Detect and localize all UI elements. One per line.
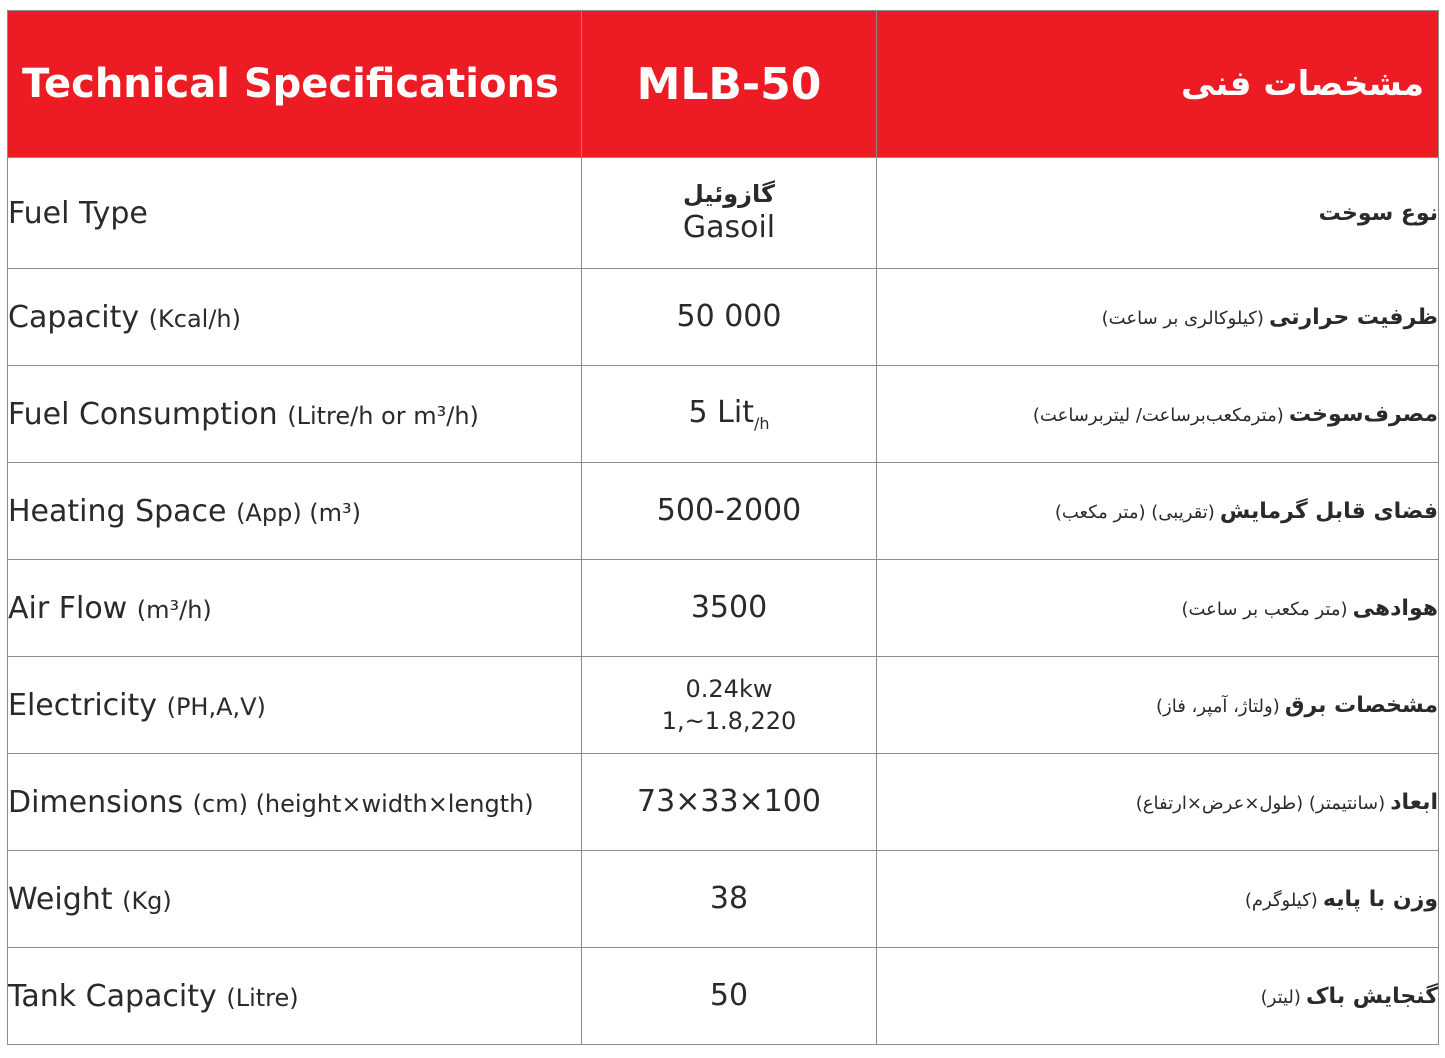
persian-label-cell [877, 754, 1439, 851]
persian-label: ظرفیت حرارتی [1268, 304, 1438, 330]
persian-unit: (متر مکعب بر ساعت) [1181, 598, 1348, 620]
header-title-english: Technical Specifications [8, 11, 582, 158]
table-row-electricity [8, 657, 1439, 754]
english-unit: (Litre/h or m³/h) [287, 401, 479, 430]
persian-label: هوادهی [1352, 595, 1438, 621]
value-text: 500-2000 [656, 493, 802, 529]
english-label: Capacity [8, 299, 140, 335]
persian-label: نوع سوخت [1318, 200, 1438, 226]
value-subscript: /h [753, 414, 770, 433]
value-cell [582, 560, 877, 657]
table-header-row [8, 11, 1439, 158]
persian-label-cell [877, 158, 1439, 269]
value-cell [582, 158, 877, 269]
value-cell [582, 269, 877, 366]
persian-unit: (مترمکعب‌برساعت/ لیتربرساعت) [1032, 404, 1284, 426]
persian-unit: (ولتاژ، آمپر، فاز) [1156, 695, 1280, 717]
value-cell [582, 851, 877, 948]
english-label-cell [8, 754, 582, 851]
persian-label-cell [877, 463, 1439, 560]
english-label-cell [8, 158, 582, 269]
value-line-electrical: 1,~1.8,220 [661, 707, 797, 735]
table-row-heating-space [8, 463, 1439, 560]
persian-unit: (تقریبی) (متر مکعب) [1054, 501, 1215, 523]
persian-label-cell [877, 851, 1439, 948]
english-label: Dimensions [8, 784, 184, 820]
persian-label-cell [877, 657, 1439, 754]
english-unit: (m³/h) [136, 595, 212, 624]
english-label: Air Flow [8, 590, 128, 626]
persian-unit: (سانتیمتر) (طول×عرض×ارتفاع) [1135, 792, 1386, 814]
value-line-power: 0.24kw [685, 674, 773, 703]
english-label: Electricity [8, 687, 158, 723]
table-row-air-flow [8, 560, 1439, 657]
english-unit: (Kg) [122, 886, 172, 915]
table-row-weight [8, 851, 1439, 948]
english-label: Weight [8, 881, 113, 917]
persian-label-cell [877, 560, 1439, 657]
english-unit: (cm) (height×width×length) [192, 789, 534, 818]
persian-label: وزن با پایه [1322, 886, 1438, 912]
value-cell [582, 948, 877, 1045]
english-label-cell [8, 463, 582, 560]
table-row-dimensions [8, 754, 1439, 851]
english-label-cell [8, 948, 582, 1045]
value-text: 50 000 [676, 299, 782, 335]
persian-label-cell [877, 269, 1439, 366]
english-label-cell [8, 851, 582, 948]
english-unit: (Kcal/h) [148, 304, 241, 333]
persian-unit: (کیلوکالری بر ساعت) [1101, 307, 1264, 329]
table-row-fuel-type [8, 158, 1439, 269]
value-cell [582, 463, 877, 560]
persian-label-cell [877, 366, 1439, 463]
english-label: Fuel Consumption [8, 396, 278, 432]
spec-table [7, 10, 1439, 1045]
header-model-name: MLB-50 [582, 11, 877, 158]
header-title-persian: مشخصات فنی [877, 11, 1439, 158]
value-text: 38 [709, 881, 749, 917]
english-label-cell [8, 657, 582, 754]
english-unit: (App) (m³) [236, 498, 362, 527]
value-text: 3500 [690, 590, 768, 626]
persian-label: ابعاد [1390, 789, 1438, 815]
english-unit: (PH,A,V) [166, 692, 266, 721]
english-label: Tank Capacity [8, 978, 217, 1014]
value-text: 50 [709, 978, 749, 1014]
persian-unit: (لیتر) [1260, 986, 1301, 1008]
persian-unit: (کیلوگرم) [1244, 889, 1318, 911]
persian-label: مصرف‌سوخت [1288, 401, 1438, 427]
english-label-cell [8, 366, 582, 463]
value-persian: گازوئیل [683, 180, 775, 209]
persian-label: فضای قابل گرمایش [1219, 498, 1438, 524]
value-cell [582, 366, 877, 463]
english-label: Heating Space [8, 493, 227, 529]
english-label: Fuel Type [8, 195, 148, 231]
value-cell [582, 754, 877, 851]
value-english: Gasoil [682, 210, 776, 246]
english-label-cell [8, 269, 582, 366]
table-row-fuel-consumption [8, 366, 1439, 463]
english-unit: (Litre) [226, 983, 299, 1012]
value-text: 73×33×100 [637, 784, 821, 820]
value-text: 5 Lit [688, 395, 754, 430]
persian-label-cell [877, 948, 1439, 1045]
table-row-tank-capacity [8, 948, 1439, 1045]
value-cell [582, 657, 877, 754]
english-label-cell [8, 560, 582, 657]
table-row-capacity [8, 269, 1439, 366]
persian-label: گنجایش باک [1306, 983, 1438, 1009]
persian-label: مشخصات برق [1284, 692, 1438, 718]
